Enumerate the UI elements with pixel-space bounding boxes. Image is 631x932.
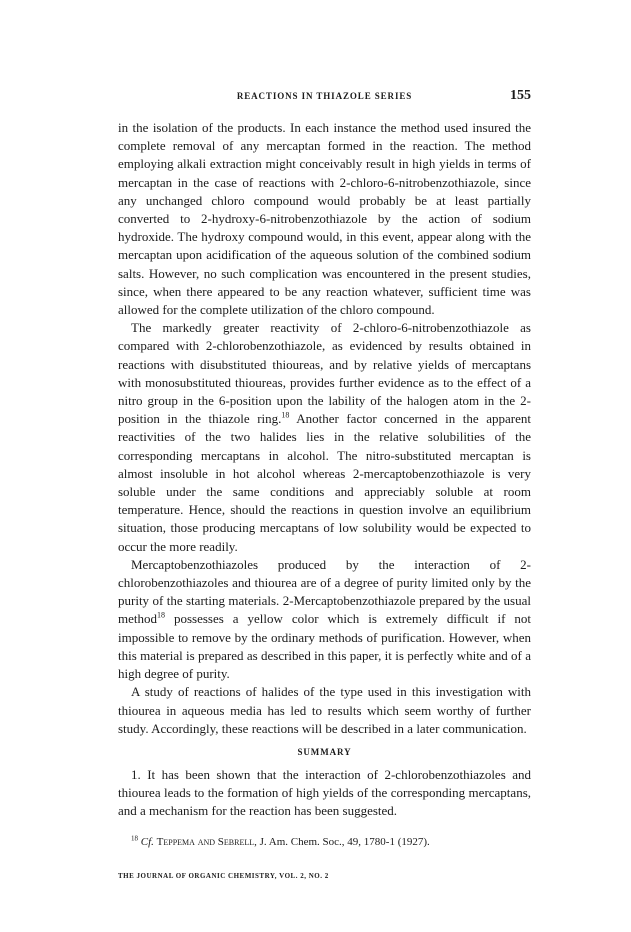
paragraph-2-part-b: Another factor concerned in the apparent reactivities of the two halides lies in the relative solubilities of the corresponding mercaptans in alcohol. The nitro-substituted mercaptan is almost insoluble in hot alcohol whereas 2-mercaptobenzothiazole is very soluble under the same conditions and appreciably soluble at room temperature. Hence, should the reactions in question involve an equilibrium situation, those producing mercaptans of low solubility would be expected to occur the more readily. bbox=[118, 411, 531, 554]
paragraph-2-part-a: The markedly greater reactivity of 2-chloro-6-nitrobenzothiazole as compared with 2-chlorobenzothiazole, as evidenced by results obtained in reactions with disubstituted thioureas, and by relative yields of mercaptans with monosubstituted thioureas, provides further evidence as to the effect of a nitro group in the 6-position upon the lability of the halogen atom in the 2-position in the thiazole ring. bbox=[118, 320, 531, 427]
footnote bbox=[118, 835, 531, 849]
running-head bbox=[118, 88, 531, 108]
paragraph-2 bbox=[118, 319, 531, 556]
paragraph-3-part-b: possesses a yellow color which is extremely difficult if not impossible to remove by the ordinary methods of purification. However, when this material is prepared as described in this paper, it is perfectly white and of a high degree of purity. bbox=[118, 611, 531, 682]
footnote-reference: 18 bbox=[157, 611, 165, 621]
paragraph-4: A study of reactions of halides of the type used in this investigation with thiourea in aqueous media has led to results which seem worthy of further study. Accordingly, these reactions will be described in a later communication. bbox=[118, 684, 531, 736]
running-title: REACTIONS IN THIAZOLE SERIES bbox=[236, 91, 413, 101]
paragraph-1: in the isolation of the products. In each instance the method used insured the complete removal of any mercaptan formed in the reaction. The method employing alkali extraction might conceivably result in high yields in terms of mercaptan in the case of reactions with 2-chloro-6-nitrobenzothiazole, since any unchanged chloro compound would probably be at least partially converted to 2-hydroxy-6-nitrobenzothiazole by the action of sodium hydroxide. The hydroxy compound would, in this event, appear along with the mercaptan upon acidification of the aqueous solution of the combined sodium salts. However, no such complication was encountered in the present studies, since, when there appeared to be any reaction whatever, sufficient time was allowed for the complete utilization of the chloro compound. bbox=[118, 120, 531, 318]
footnote-marker: 18 bbox=[131, 833, 138, 842]
paragraph-3-part-a: Mercaptobenzothiazoles produced by the interaction of 2-chlorobenzothiazoles and thiourea are of a degree of purity limited only by the purity of the starting materials. 2-Mercaptobenzothiazole prepared by the usual method bbox=[118, 556, 531, 627]
body-text bbox=[118, 119, 531, 885]
journal-line: THE JOURNAL OF ORGANIC CHEMISTRY, VOL. 2, NO. 2 bbox=[118, 871, 329, 880]
footnote-cf: Cf. bbox=[140, 835, 154, 848]
summary-item-1: 1. It has been shown that the interaction of 2-chlorobenzothiazoles and thiourea leads to the formation of high yields of the corresponding mercaptans, and a mechanism for the reaction has been suggested. bbox=[118, 766, 531, 819]
footnote-citation: , J. Am. Chem. Soc., 49, 1780-1 (1927). bbox=[254, 835, 430, 848]
footnote-reference: 18 bbox=[281, 410, 290, 420]
footnote-authors: Teppema and Sebrell bbox=[156, 835, 255, 848]
summary-heading: SUMMARY bbox=[297, 746, 352, 757]
page-number: 155 bbox=[510, 88, 531, 103]
paragraph-3 bbox=[118, 556, 531, 683]
